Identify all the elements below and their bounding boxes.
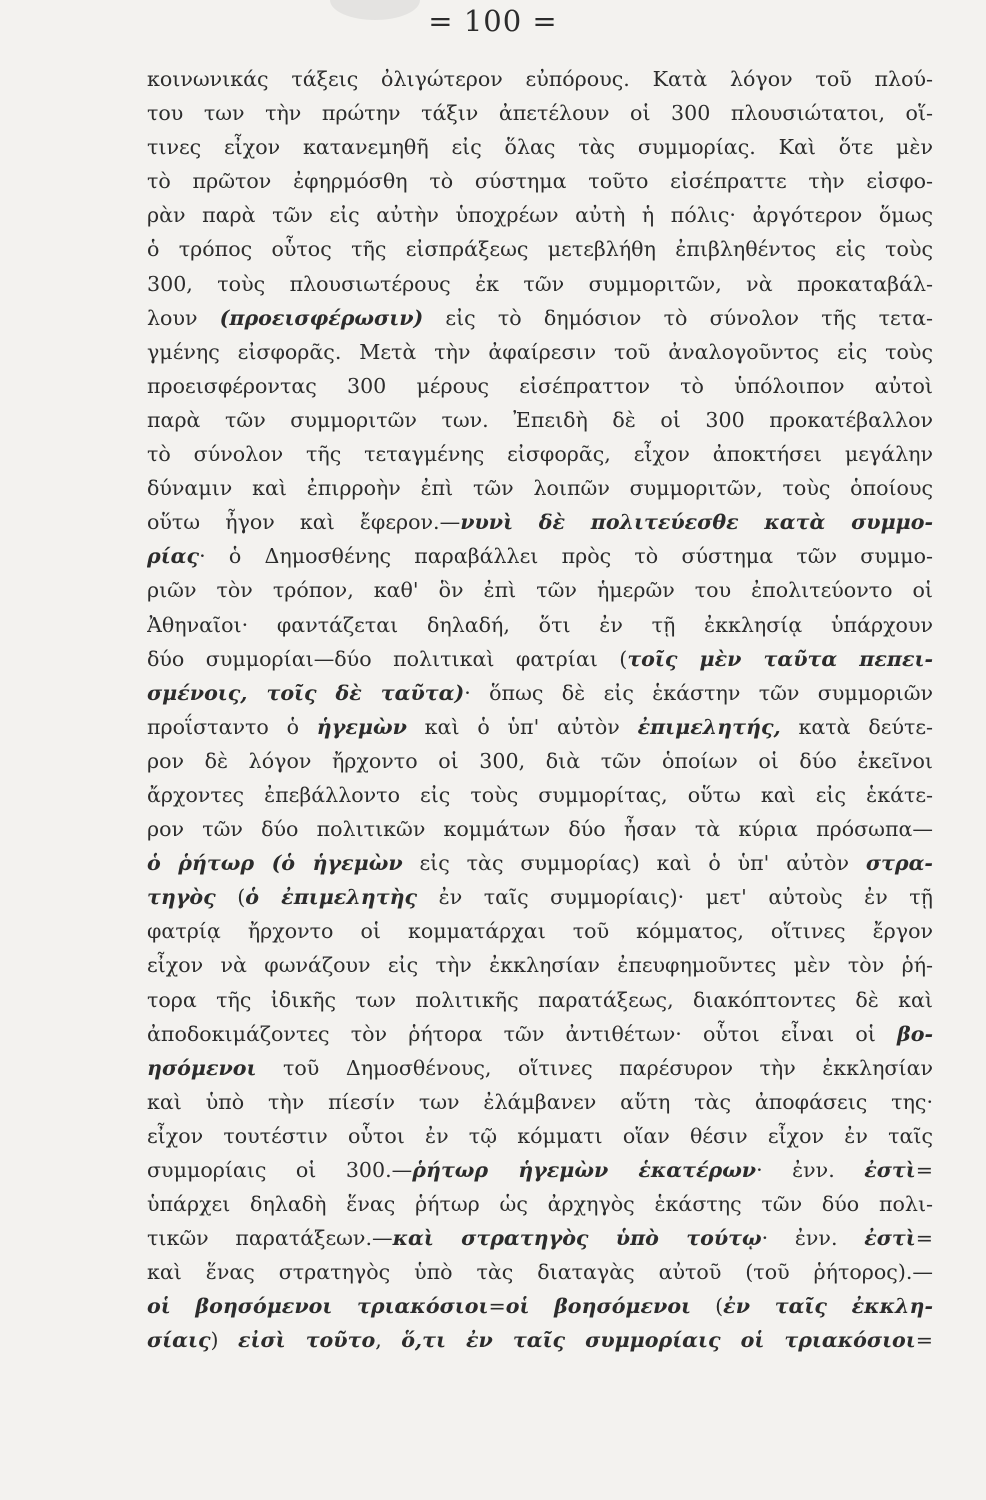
text-segment: τορα τῆς ἰδικῆς των πολιτικῆς παρατάξεως, διακόπτοντες δὲ καὶ <box>147 987 933 1012</box>
text-segment: δύναμιν καὶ ἐπιρροὴν ἐπὶ τῶν λοιπῶν συμμοριτῶν, τοὺς ὁποίους <box>147 476 933 501</box>
text-segment: = <box>915 1226 933 1251</box>
text-line <box>147 1085 933 1119</box>
text-segment: καὶ ἕνας στρατηγὸς ὑπὸ τὰς διαταγὰς αὐτοῦ (τοῦ ῥήτορος).— <box>147 1260 933 1285</box>
emphasized-text: ἐπιμελητής, <box>637 714 781 739</box>
page-number: = 100 = <box>428 4 558 38</box>
text-segment: ριῶν τὸν τρόπον, καθ' ὃν ἐπὶ τῶν ἡμερῶν του ἐπολιτεύοντο οἱ <box>147 578 933 603</box>
text-line <box>147 1255 933 1289</box>
text-segment: · ὅπως δὲ εἰς ἑκάστην τῶν συμμοριῶν <box>464 680 933 705</box>
text-segment: ( <box>215 885 246 910</box>
text-segment: = <box>915 1328 933 1353</box>
emphasized-text: ῥήτωρ ἡγεμὼν ἑκατέρων <box>412 1158 757 1182</box>
emphasized-text: ησόμενοι <box>147 1055 257 1080</box>
emphasized-text: ἐστὶ <box>864 1226 916 1251</box>
text-segment: εἶχον τουτέστιν οὗτοι ἐν τῷ κόμματι οἵαν θέσιν εἶχον ἐν ταῖς <box>147 1123 933 1148</box>
text-segment: ( <box>691 1294 724 1319</box>
text-line <box>147 676 933 710</box>
text-line <box>147 983 933 1017</box>
emphasized-text: ὁ ἐπιμελητὴς <box>245 885 418 910</box>
emphasized-text: καὶ στρατηγὸς ὑπὸ τούτῳ <box>392 1226 762 1251</box>
text-line <box>147 914 933 948</box>
text-segment: = <box>488 1294 506 1319</box>
emphasized-text: σίαις <box>147 1328 211 1353</box>
text-segment: · ἐνν. <box>756 1158 865 1182</box>
text-line <box>147 96 933 130</box>
emphasized-text: στρα- <box>865 851 933 876</box>
text-segment: προεισφέροντας 300 μέρους εἰσέπραττον τὸ ὑπόλοιπον αὐτοὶ <box>147 373 933 398</box>
text-line <box>147 948 933 982</box>
text-segment: · ὁ Δημοσθένης παραβάλλει πρὸς τὸ σύστημα τῶν συμμο- <box>199 544 933 569</box>
text-line <box>147 1051 933 1085</box>
emphasized-text: εἰσὶ τοῦτο <box>238 1328 376 1353</box>
text-line <box>147 642 933 676</box>
text-line <box>147 744 933 778</box>
text-line <box>147 608 933 642</box>
text-line <box>147 1119 933 1153</box>
emphasized-text: ὁ ῥήτωρ (ὁ ἡγεμὼν <box>147 851 403 876</box>
emphasized-text: ἡγεμὼν <box>316 714 407 739</box>
text-segment: εἶχον νὰ φωνάζουν εἰς τὴν ἐκκλησίαν ἐπευφημοῦντες μὲν τὸν ῥή- <box>147 953 933 978</box>
emphasized-text: ἐν ταῖς ἐκκλη- <box>723 1294 933 1319</box>
text-segment: φατρίᾳ ἤρχοντο οἱ κομματάρχαι τοῦ κόμματος, οἵτινες ἔργον <box>147 919 933 944</box>
text-segment: εἰς τὸ δημόσιον τὸ σύνολον τῆς τετα- <box>423 305 933 330</box>
emphasized-text: ἐστὶ <box>864 1158 916 1182</box>
text-line <box>147 437 933 471</box>
text-segment: τὸ σύνολον τῆς τεταγμένης εἰσφορᾶς, εἶχον ἀποκτήσει μεγάλην <box>147 442 933 467</box>
text-line <box>147 198 933 232</box>
text-line <box>147 539 933 573</box>
text-line <box>147 1187 933 1221</box>
text-segment: κοινωνικάς τάξεις ὀλιγώτερον εὐπόρους. Κατὰ λόγον τοῦ πλού- <box>147 67 933 91</box>
text-segment: καὶ ὑπὸ τὴν πίεσίν των ἐλάμβανεν αὕτη τὰς ἀποφάσεις της· <box>147 1089 933 1114</box>
text-segment: λουν <box>147 305 220 330</box>
text-segment: 300, τοὺς πλουσιωτέρους ἐκ τῶν συμμοριτῶν, νὰ προκαταβάλ- <box>147 271 933 296</box>
text-line <box>147 62 933 96</box>
text-segment: ) <box>210 1328 238 1353</box>
text-segment: ρὰν παρὰ τῶν εἰς αὐτὴν ὑποχρέων αὐτὴ ἡ πόλις· ἀργότερον ὅμως <box>147 203 933 228</box>
text-line <box>147 164 933 198</box>
text-segment: του των τὴν πρώτην τάξιν ἀπετέλουν οἱ 300 πλουσιώτατοι, οἵ- <box>147 101 933 126</box>
emphasized-text: τηγὸς <box>147 885 216 910</box>
text-segment: προΐσταντο ὁ <box>147 714 317 739</box>
text-line <box>147 710 933 744</box>
emphasized-text: (προεισφέρωσιν) <box>219 305 424 330</box>
text-segment: · ἐνν. <box>761 1226 865 1251</box>
text-line <box>147 403 933 437</box>
text-segment: ἄρχοντες ἐπεβάλλοντο εἰς τοὺς συμμορίτας, οὕτω καὶ εἰς ἑκάτε- <box>147 782 933 807</box>
text-segment: γμένης εἰσφορᾶς. Μετὰ τὴν ἀφαίρεσιν τοῦ ἀναλογοῦντος εἰς τοὺς <box>147 339 933 364</box>
text-segment: Ἀθηναῖοι· φαντάζεται δηλαδή, ὅτι ἐν τῇ ἐκκλησίᾳ ὑπάρχουν <box>147 612 933 637</box>
text-line <box>147 573 933 607</box>
text-line <box>147 130 933 164</box>
body-text <box>147 62 933 1358</box>
text-segment: , <box>375 1328 402 1353</box>
text-segment: τὸ πρῶτον ἐφηρμόσθη τὸ σύστημα τοῦτο εἰσέπραττε τὴν εἰσφο- <box>147 169 933 194</box>
text-segment: τινες εἶχον κατανεμηθῆ εἰς ὅλας τὰς συμμορίας. Καὶ ὅτε μὲν <box>147 135 933 160</box>
emphasized-text: ὅ,τι ἐν ταῖς συμμορίαις οἱ τριακόσιοι <box>401 1328 916 1353</box>
text-segment: συμμορίαις οἱ 300.— <box>147 1158 413 1182</box>
text-segment: καὶ ὁ ὑπ' αὐτὸν <box>406 714 638 739</box>
text-line <box>147 846 933 880</box>
text-line <box>147 335 933 369</box>
emphasized-text: οἱ βοησόμενοι τριακόσιοι <box>147 1294 489 1319</box>
text-line <box>147 1221 933 1255</box>
text-segment: ἐν ταῖς συμμορίαις)· μετ' αὐτοὺς ἐν τῇ <box>417 885 933 910</box>
text-segment: ὁ τρόπος οὗτος τῆς εἰσπράξεως μετεβλήθη ἐπιβληθέντος εἰς τοὺς <box>147 237 933 262</box>
text-line <box>147 1323 933 1357</box>
text-line <box>147 232 933 266</box>
emphasized-text: ρίας <box>147 544 200 569</box>
text-segment: δύο συμμορίαι—δύο πολιτικαὶ φατρίαι ( <box>147 646 628 671</box>
text-segment: παρὰ τῶν συμμοριτῶν των. Ἐπειδὴ δὲ οἱ 300 προκατέβαλλον <box>147 407 933 432</box>
emphasized-text: βο- <box>897 1021 933 1046</box>
text-line <box>147 471 933 505</box>
emphasized-text: τοῖς μὲν ταῦτα πεπει- <box>627 646 933 671</box>
text-line <box>147 1289 933 1323</box>
text-segment: οὕτω ἦγον καὶ ἔφερον.— <box>147 510 461 535</box>
text-segment: ρον τῶν δύο πολιτικῶν κομμάτων δύο ἦσαν τὰ κύρια πρόσωπα— <box>147 817 933 842</box>
text-line <box>147 880 933 914</box>
text-line <box>147 267 933 301</box>
text-segment: ἀποδοκιμάζοντες τὸν ῥήτορα τῶν ἀντιθέτων· οὗτοι εἶναι οἱ <box>147 1021 898 1046</box>
text-segment: ρον δὲ λόγον ἤρχοντο οἱ 300, διὰ τῶν ὁποίων οἱ δύο ἐκεῖνοι <box>147 748 933 773</box>
emphasized-text: σμένοις, τοῖς δὲ ταῦτα) <box>147 680 465 705</box>
text-segment: εἰς τὰς συμμορίας) καὶ ὁ ὑπ' αὐτὸν <box>402 851 866 876</box>
emphasized-text: νυνὶ δὲ πολιτεύεσθε κατὰ συμμο- <box>460 510 933 535</box>
text-line <box>147 301 933 335</box>
text-line <box>147 369 933 403</box>
text-segment: τικῶν παρατάξεων.— <box>147 1226 393 1251</box>
text-segment: ὑπάρχει δηλαδὴ ἕνας ῥήτωρ ὡς ἀρχηγὸς ἑκάστης τῶν δύο πολι- <box>147 1192 933 1217</box>
text-line <box>147 778 933 812</box>
emphasized-text: οἱ βοησόμενοι <box>505 1294 692 1319</box>
text-line <box>147 812 933 846</box>
text-line <box>147 505 933 539</box>
text-segment: τοῦ Δημοσθένους, οἵτινες παρέσυρον τὴν ἐκκλησίαν <box>256 1055 933 1080</box>
text-segment: κατὰ δεύτε- <box>780 714 933 739</box>
text-line <box>147 1017 933 1051</box>
text-segment: = <box>915 1158 933 1182</box>
text-line <box>147 1153 933 1187</box>
